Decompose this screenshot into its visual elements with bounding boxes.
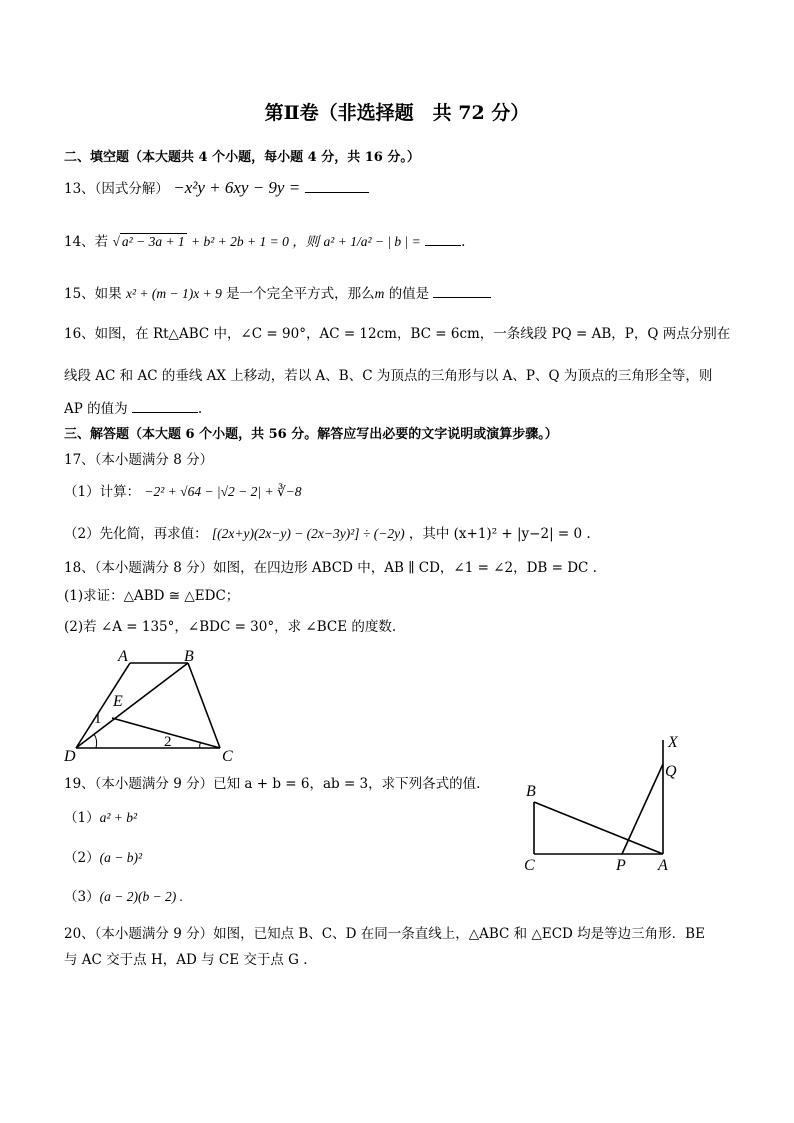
q15-suffix: 的值是 bbox=[388, 286, 430, 302]
q16-answer-prefix: AP 的值为 bbox=[64, 401, 128, 417]
question-16-line-2: 线段 AC 和 AC 的垂线 AX 上移动，若以 A、B、C 为顶点的三角形与以 A、P、Q 为顶点的三角形全等，则 bbox=[64, 368, 713, 384]
question-16-line-1: 16、如图，在 Rt△ABC 中，∠C = 90°，AC = 12cm，BC = 6cm，一条线段 PQ = AB，P，Q 两点分别在 bbox=[64, 326, 731, 342]
segment-bc bbox=[188, 663, 220, 748]
label-a: A bbox=[658, 857, 668, 874]
page-title: 第Ⅱ卷（非选择题 共 72 分） bbox=[264, 102, 530, 124]
segment-pq bbox=[622, 764, 663, 854]
label-c: C bbox=[222, 748, 233, 764]
question-13 bbox=[64, 177, 369, 198]
q14-prefix: 14、若 bbox=[64, 234, 109, 250]
label-p: P bbox=[616, 857, 626, 874]
q17-part-2-label: （2）先化简，再求值： bbox=[64, 526, 208, 542]
q13-expression: −x²y + 6xy − 9y = bbox=[173, 178, 301, 197]
q15-answer-blank[interactable] bbox=[433, 285, 491, 298]
q19-part-3-expression: (a − 2)(b − 2) . bbox=[99, 889, 184, 904]
q19-part-2-expression: (a − b)² bbox=[99, 850, 142, 865]
label-a: A bbox=[118, 648, 128, 665]
question-19-part-2 bbox=[64, 846, 142, 866]
q15-expression: x² + (m − 1)x + 9 bbox=[125, 286, 222, 301]
q19-part-1-label: （1） bbox=[64, 810, 100, 826]
question-17-part-1 bbox=[64, 480, 301, 500]
label-q: Q bbox=[665, 763, 677, 780]
q19-part-2-label: （2） bbox=[64, 850, 100, 866]
question-18-part-2: (2)若 ∠A = 135°，∠BDC = 30°，求 ∠BCE 的度数. bbox=[64, 619, 397, 635]
q13-answer-blank[interactable] bbox=[305, 180, 369, 193]
q14-radicand: a² − 3a + 1 bbox=[121, 234, 185, 249]
question-15 bbox=[64, 282, 491, 302]
label-c: C bbox=[524, 857, 535, 874]
q19-part-3-label: （3） bbox=[64, 889, 100, 905]
question-20-line-1: 20、（本小题满分 9 分）如图，已知点 B、C、D 在同一条直线上，△ABC 和 △ECD 均是等边三角形．BE bbox=[64, 926, 705, 942]
question-14: 14、若 √ a² − 3a + 1 + b² + 2b + 1 = 0 ，则 a² + 1/a² − | b | = . bbox=[64, 234, 466, 250]
label-b: B bbox=[184, 648, 194, 665]
label-angle-1: 1 bbox=[94, 711, 102, 727]
q14-equation-rest: + b² + 2b + 1 = 0 ，则 bbox=[190, 234, 320, 249]
q15-prefix: 15、如果 bbox=[64, 286, 122, 302]
question-20-line-2: 与 AC 交于点 H，AD 与 CE 交于点 G . bbox=[64, 952, 308, 968]
question-18-part-1: (1)求证：△ABD ≅ △EDC； bbox=[64, 588, 240, 604]
figure-right-triangle-pq bbox=[518, 730, 698, 880]
q17-part-2-condition: ，其中 (x+1)² + |y−2| = 0 . bbox=[408, 526, 591, 542]
angle-1-arc bbox=[94, 734, 97, 748]
question-16-line-3: AP 的值为 . bbox=[64, 401, 203, 417]
q15-middle-text: 是一个完全平方式，那么 bbox=[226, 286, 375, 302]
label-d: D bbox=[64, 748, 76, 764]
label-b: B bbox=[526, 783, 536, 800]
figure-quadrilateral-abcd bbox=[58, 644, 248, 764]
section-3-header: 三、解答题（本大题 6 个小题，共 56 分。解答应写出必要的文字说明或演算步骤。） bbox=[64, 427, 558, 442]
section-2-header: 二、填空题（本大题共 4 个小题，每小题 4 分，共 16 分。） bbox=[64, 150, 420, 165]
q14-answer-blank[interactable] bbox=[425, 233, 461, 246]
label-x: X bbox=[668, 734, 678, 751]
segment-ba bbox=[534, 802, 663, 854]
label-e: E bbox=[113, 693, 123, 710]
q16-answer-blank[interactable] bbox=[132, 400, 198, 413]
q19-part-1-expression: a² + b² bbox=[99, 810, 138, 825]
q13-prefix: 13、（因式分解） bbox=[64, 181, 169, 197]
q17-part-1-expression: −2² + √64 − |√2 − 2| + ∛−8 bbox=[144, 484, 302, 499]
question-18-header: 18、（本小题满分 8 分）如图，在四边形 ABCD 中，AB ∥ CD，∠1 = ∠2，DB = DC . bbox=[64, 560, 597, 576]
question-17-header: 17、（本小题满分 8 分） bbox=[64, 452, 214, 468]
q17-part-1-label: （1）计算： bbox=[64, 484, 141, 500]
q15-variable: m bbox=[374, 286, 385, 301]
question-19-part-1 bbox=[64, 806, 137, 826]
q14-target-expression: a² + 1/a² − | b | = bbox=[323, 234, 421, 249]
question-19-part-3 bbox=[64, 885, 183, 905]
label-angle-2: 2 bbox=[164, 734, 172, 750]
question-17-part-2 bbox=[64, 522, 591, 542]
question-19-header: 19、（本小题满分 9 分）已知 a + b = 6，ab = 3，求下列各式的值. bbox=[64, 776, 481, 792]
q17-part-2-expression: [(2x+y)(2x−y) − (2x−3y)²] ÷ (−2y) bbox=[211, 526, 405, 541]
q14-sqrt-symbol: √ bbox=[112, 234, 120, 249]
